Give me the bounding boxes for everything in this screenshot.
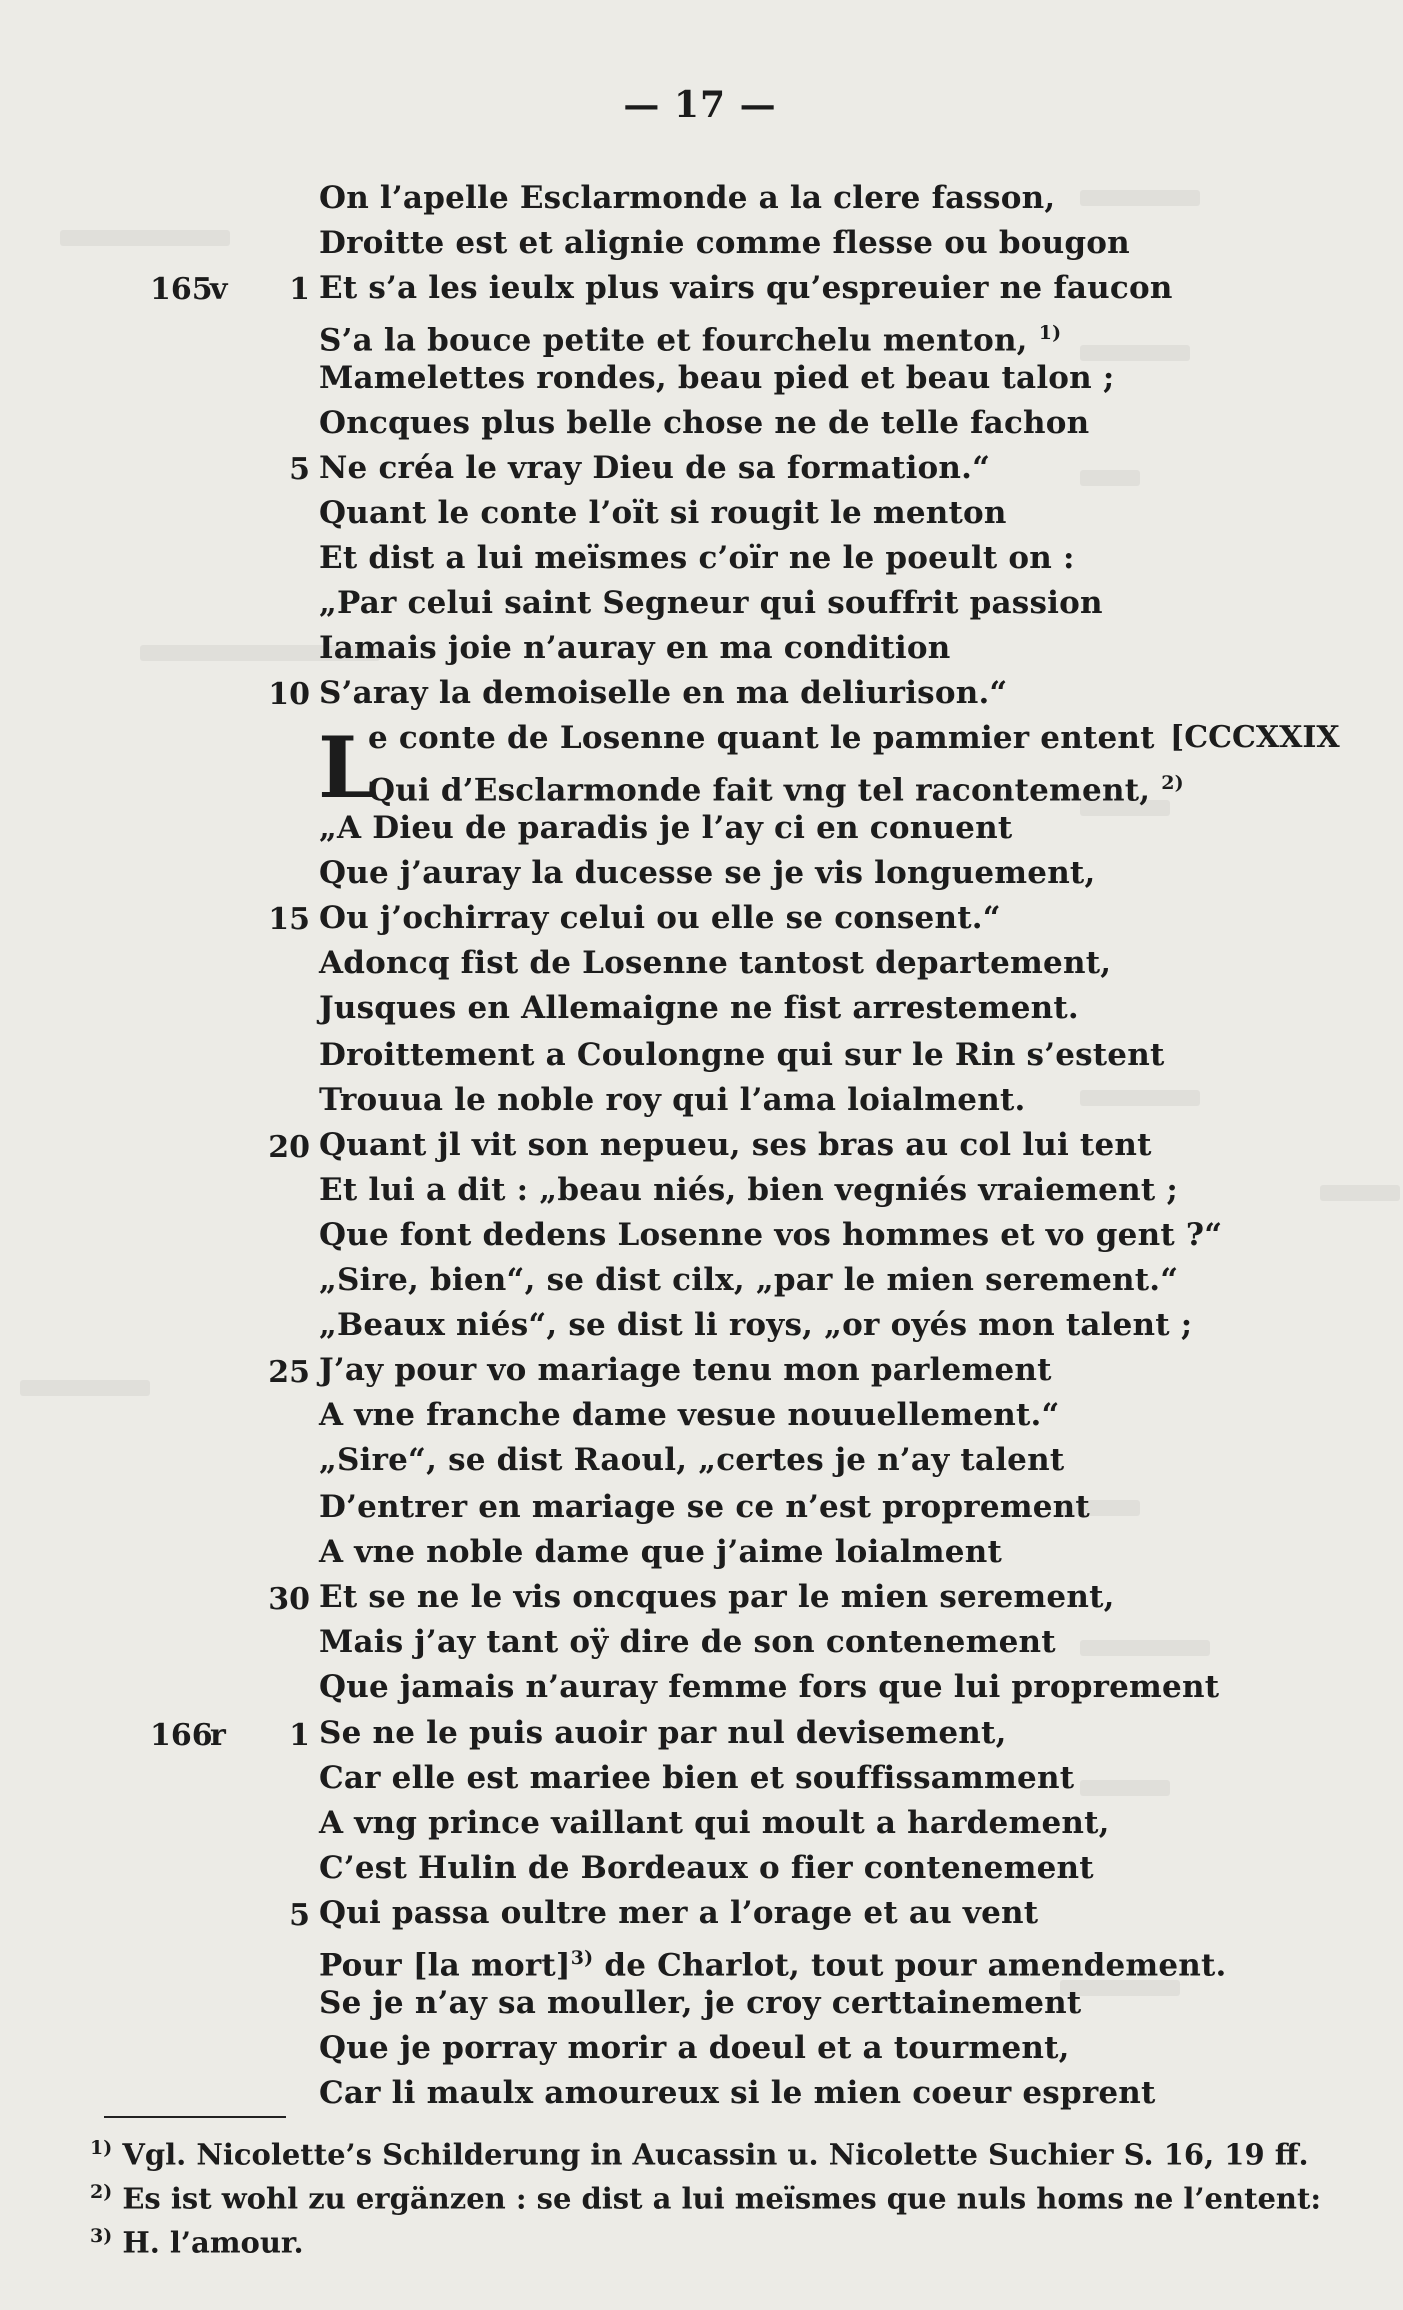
- footnote-number: 2): [90, 2181, 113, 2203]
- verse-text: Qui d’Esclarmonde fait vng tel racontement,: [368, 772, 1151, 809]
- footnote-rule: [104, 2116, 286, 2118]
- verse-line: Ou j’ochirray celui ou elle se consent.“: [319, 900, 1001, 936]
- verse-line: Jusques en Allemaigne ne fist arrestement.: [319, 990, 1079, 1026]
- line-number: 25: [268, 1355, 310, 1390]
- verse-line: Mamelettes rondes, beau pied et beau talon ;: [319, 360, 1115, 396]
- footnote-number: 3): [90, 2225, 113, 2247]
- footnote: [90, 2218, 304, 2261]
- verse-line: Iamais joie n’auray en ma condition: [319, 630, 951, 666]
- verse-line: Que jamais n’auray femme fors que lui proprement: [319, 1669, 1220, 1705]
- verse-line: Droitte est et alignie comme flesse ou bougon: [319, 225, 1130, 261]
- line-number: 5: [289, 1898, 310, 1933]
- verse-line: Et lui a dit : „beau niés, bien vegniés vraiement ;: [319, 1172, 1178, 1208]
- verse-line: Mais j’ay tant oÿ dire de son contenement: [319, 1624, 1056, 1660]
- verse-text: S’a la bouce petite et fourchelu menton,: [319, 322, 1028, 359]
- verse-line: Trouua le noble roy qui l’ama loialment.: [319, 1082, 1026, 1118]
- line-number: 15: [268, 902, 310, 937]
- verse-line: [368, 763, 1228, 810]
- line-number: 10: [268, 677, 310, 712]
- strophe-marker: [CCCXXIX: [1170, 720, 1340, 755]
- verse-line: „Beaux niés“, se dist li roys, „or oyés mon talent ;: [319, 1307, 1193, 1343]
- verse-line: Que j’auray la ducesse se je vis longuement,: [319, 855, 1096, 891]
- verse-line: J’ay pour vo mariage tenu mon parlement: [319, 1352, 1052, 1388]
- verse-line: „Par celui saint Segneur qui souffrit passion: [319, 585, 1103, 621]
- verse-line: [319, 1938, 1227, 1985]
- folio-side: v: [210, 272, 228, 307]
- verse-line: Et s’a les ieulx plus vairs qu’espreuier ne faucon: [319, 270, 1173, 306]
- verse-line: Droittement a Coulongne qui sur le Rin s’estent: [319, 1037, 1165, 1073]
- verse-line: Car elle est mariee bien et souffissamment: [319, 1760, 1075, 1796]
- line-number: 1: [289, 272, 310, 307]
- verse-line: Oncques plus belle chose ne de telle fachon: [319, 405, 1090, 441]
- footnote-text: Es ist wohl zu ergänzen : se dist a lui meïsmes que nuls homs ne l’entent:: [122, 2181, 1322, 2216]
- verse-text: Pour [la mort]: [319, 1947, 571, 1984]
- verse-line: Qui passa oultre mer a l’orage et au vent: [319, 1895, 1039, 1931]
- verse-line: On l’apelle Esclarmonde a la clere fasson,: [319, 180, 1056, 216]
- verse-line: Car li maulx amoureux si le mien coeur esprent: [319, 2075, 1156, 2111]
- verse-text: de Charlot, tout pour amendement.: [604, 1947, 1227, 1984]
- verse-line: Quant le conte l’oït si rougit le menton: [319, 495, 1007, 531]
- verse-line: Quant jl vit son nepueu, ses bras au col lui tent: [319, 1127, 1152, 1163]
- verse-line: Ne créa le vray Dieu de sa formation.“: [319, 450, 991, 486]
- note-ref: 2): [1161, 772, 1184, 794]
- folio-side: r: [210, 1718, 226, 1753]
- line-number: 20: [268, 1130, 310, 1165]
- note-ref: 1): [1038, 322, 1062, 344]
- footnote-text: Vgl. Nicolette’s Schilderung in Aucassin u. Nicolette Suchier S. 16, 19 ff.: [122, 2137, 1309, 2172]
- verse-line: A vne noble dame que j’aime loialment: [319, 1534, 1002, 1570]
- verse-line: „Sire, bien“, se dist cilx, „par le mien serement.“: [319, 1262, 1179, 1298]
- verse-line: [319, 313, 1179, 360]
- verse-line: Et se ne le vis oncques par le mien serement,: [319, 1579, 1115, 1615]
- verse-line: D’entrer en mariage se ce n’est proprement: [319, 1489, 1090, 1525]
- verse-line: „A Dieu de paradis je l’ay ci en conuent: [319, 810, 1013, 846]
- line-number: 30: [268, 1582, 310, 1617]
- verse-line: C’est Hulin de Bordeaux o fier contenement: [319, 1850, 1094, 1886]
- drop-cap: L: [318, 718, 378, 817]
- verse-line: Et dist a lui meïsmes c’oïr ne le poeult on :: [319, 540, 1075, 576]
- page-number: — 17 —: [623, 84, 777, 126]
- verse-line: Se ne le puis auoir par nul devisement,: [319, 1715, 1007, 1751]
- verse-line: A vng prince vaillant qui moult a hardement,: [319, 1805, 1110, 1841]
- verse-line: Que je porray morir a doeul et a tourment,: [319, 2030, 1070, 2066]
- note-ref: 3): [570, 1947, 594, 1969]
- line-number: 1: [289, 1718, 310, 1753]
- verse-line: „Sire“, se dist Raoul, „certes je n’ay talent: [319, 1442, 1065, 1478]
- footnote: [90, 2174, 1321, 2217]
- verse-line: S’aray la demoiselle en ma deliurison.“: [319, 675, 1008, 711]
- verse-line: Que font dedens Losenne vos hommes et vo gent ?“: [319, 1217, 1223, 1253]
- footnote: [90, 2130, 1309, 2173]
- folio-leaf: 166: [150, 1718, 213, 1753]
- folio-leaf: 165: [150, 272, 213, 307]
- verse-line: e conte de Losenne quant le pammier entent: [368, 720, 1155, 756]
- verse-line: A vne franche dame vesue nouuellement.“: [319, 1397, 1060, 1433]
- footnote-number: 1): [90, 2137, 113, 2159]
- verse-line: Se je n’ay sa mouller, je croy certtainement: [319, 1985, 1082, 2021]
- verse-line: Adoncq fist de Losenne tantost departement,: [319, 945, 1112, 981]
- line-number: 5: [289, 452, 310, 487]
- footnote-text: H. l’amour.: [122, 2225, 304, 2260]
